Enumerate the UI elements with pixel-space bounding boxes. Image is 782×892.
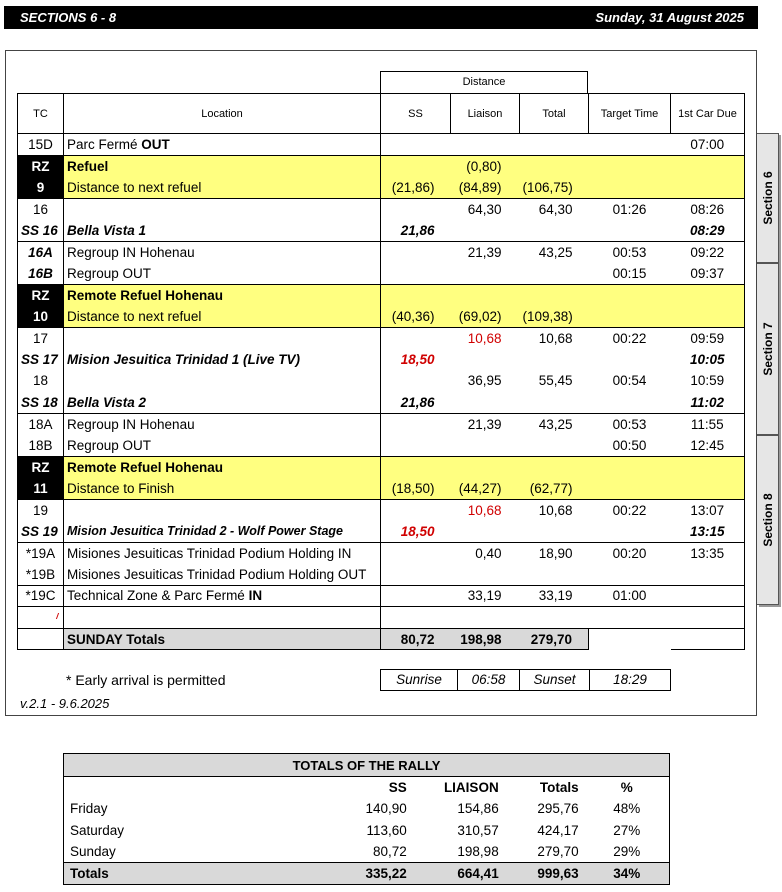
location-cell: Distance to next refuel [64,177,381,199]
location-cell: Mision Jesuitica Trinidad 2 - Wolf Power Stage [67,524,343,538]
target-cell: 00:22 [589,327,671,349]
liaison-cell: 10,68 [451,327,520,349]
stage-row [18,349,745,371]
refuel-row [18,478,745,500]
col-target-time: Target Time [589,94,671,134]
header-row [18,94,745,134]
sun-times [380,669,671,691]
sunrise-label: Sunrise [381,670,458,690]
sunrise-value: 06:58 [458,670,520,690]
due-cell: 09:22 [671,241,745,263]
location-cell: Misiones Jesuiticas Trinidad Podium Holding IN [64,542,381,564]
location-cell: Technical Zone & Parc Fermé IN [64,585,381,607]
location-cell: Distance to next refuel [64,306,381,328]
col-ss: SS [381,94,451,134]
liaison-cell: 154,86 [457,801,499,817]
total-cell: 43,25 [520,413,589,435]
sunset-value: 18:29 [613,672,647,687]
table-row [18,413,745,435]
table-row [18,134,745,156]
location-cell: Regroup IN Hohenau [64,413,381,435]
header-totals: Totals [539,780,579,795]
table-row [18,263,745,285]
sunset-label: Sunset [520,670,590,690]
liaison-cell: 10,68 [451,499,520,521]
table-row [64,841,670,863]
total-cell: (109,38) [520,306,589,328]
total-cell: 43,25 [520,241,589,263]
pct-cell: 34% [585,863,670,885]
tc-cell: 17 [18,327,64,349]
total-cell: 295,76 [537,801,579,817]
table-row [64,820,670,842]
day-cell: Saturday [70,822,125,838]
total-cell: 279,70 [537,844,579,859]
table-row [18,327,745,349]
location-cell: Remote Refuel Hohenau [64,284,381,306]
col-location: Location [64,94,381,134]
due-cell: 07:00 [671,134,745,156]
table-row [18,241,745,263]
tc-cell: SS 19 [18,521,64,543]
ss-cell: 140,90 [365,801,407,817]
ss-cell: (40,36) [381,306,451,328]
tc-cell: 9 [18,177,64,199]
liaison-cell: 36,95 [467,373,502,389]
due-cell: 08:26 [671,198,745,220]
location-cell: Parc Fermé OUT [64,134,381,156]
liaison-cell: 64,30 [451,198,520,220]
tc-cell: RZ [18,284,64,306]
ss-cell: (18,50) [381,478,451,500]
tc-cell: 16 [18,198,64,220]
liaison-cell: (44,27) [451,478,520,500]
total-cell: (62,77) [520,478,589,500]
section-banner [4,6,758,29]
banner-sections: SECTIONS 6 - 8 [20,10,117,25]
col-liaison: Liaison [451,94,520,134]
due-cell: 10:05 [671,349,745,371]
header-liaison: LIAISON [443,780,499,795]
target-cell: 00:20 [589,542,671,564]
table-row [18,198,745,220]
day-cell: Sunday [70,844,116,859]
liaison-cell: 0,40 [451,542,520,564]
location-cell: Mision Jesuitica Trinidad 1 (Live TV) [67,351,301,367]
day-totals-label: SUNDAY Totals [64,629,381,650]
table-row [18,499,745,521]
liaison-cell: 664,41 [413,863,505,885]
location-cell: Bella Vista 1 [67,222,147,238]
tc-cell: SS 17 [18,349,64,371]
spacer-row [18,607,745,629]
stage-row [18,220,745,242]
location-cell: Regroup OUT [67,265,152,281]
target-cell: 01:00 [589,585,671,607]
total-cell: 10,68 [520,499,589,521]
total-cell: 999,63 [505,863,585,885]
ss-cell: 335,22 [303,863,413,885]
section-7-tab [757,263,779,435]
tc-cell: 18A [18,413,64,435]
ss-cell: 113,60 [366,822,407,838]
location-cell: Regroup IN Hohenau [64,241,381,263]
day-cell: Totals [64,863,303,885]
due-cell: 13:15 [671,521,745,543]
stage-row [18,392,745,414]
col-total: Total [520,94,589,134]
due-cell: 10:59 [671,370,745,392]
due-cell: 09:37 [671,263,745,285]
total-cell: 10,68 [520,327,589,349]
pct-cell: 27% [613,822,641,838]
total-cell: 18,90 [520,542,589,564]
table-row [64,798,670,820]
due-cell: 08:29 [671,220,745,242]
tc-cell: RZ [18,155,64,177]
day-totals-row [18,629,745,650]
tc-cell: SS 16 [18,220,64,242]
ss-cell: 80,72 [372,844,407,859]
ss-cell: (21,86) [381,177,451,199]
liaison-cell: 310,57 [457,822,499,838]
location-cell: Bella Vista 2 [67,394,147,410]
refuel-row [18,456,745,478]
total-cell: (106,75) [520,177,589,199]
tc-cell: 18B [18,435,64,457]
table-row [18,585,745,607]
section-8-tab [757,435,779,605]
section-6-tab [757,133,779,263]
refuel-row [18,306,745,328]
early-arrival-note: * Early arrival is permitted [66,672,226,688]
tc-cell: *19B [18,564,64,586]
col-first-car-due: 1st Car Due [671,94,745,134]
due-cell: 09:59 [671,327,745,349]
liaison-cell: (84,89) [451,177,520,199]
section-label: Section 8 [760,493,775,547]
total-cell: 33,19 [520,585,589,607]
target-cell: 00:50 [612,437,647,453]
location-cell: Misiones Jesuiticas Trinidad Podium Holding OUT [67,566,367,582]
ss-cell: 21,86 [381,392,451,414]
distance-header: Distance [380,71,588,93]
target-cell: 01:26 [589,198,671,220]
target-cell: 00:53 [589,241,671,263]
table-row [18,564,745,586]
ss-cell: 18,50 [381,521,451,543]
day-totals-ss: 80,72 [381,629,451,650]
due-cell: 11:55 [671,413,745,435]
liaison-cell: 33,19 [451,585,520,607]
rally-totals-table [63,753,670,885]
tc-cell: 10 [18,306,64,328]
tc-cell: 15D [18,134,64,156]
section-label: Section 6 [760,171,775,225]
rally-totals-title: TOTALS OF THE RALLY [64,754,670,777]
liaison-cell: 21,39 [451,413,520,435]
due-cell: 11:02 [671,392,745,414]
pct-cell: 48% [613,801,641,817]
version-label: v.2.1 - 9.6.2025 [20,696,110,711]
target-cell: 00:15 [612,265,647,281]
total-cell: 64,30 [520,198,589,220]
total-cell: 55,45 [538,373,573,389]
tc-cell: RZ [18,456,64,478]
tc-cell: 19 [18,499,64,521]
liaison-cell: (69,02) [451,306,520,328]
header-ss: SS [388,780,407,795]
tc-cell: 18 [18,370,64,392]
day-totals-liaison: 198,98 [451,629,520,650]
table-row [18,435,745,457]
header-percent: % [620,780,633,795]
target-cell: 00:53 [589,413,671,435]
col-tc: TC [18,94,64,134]
section-label: Section 7 [760,322,775,376]
liaison-cell: 21,39 [451,241,520,263]
rally-totals-header [64,777,670,799]
target-cell: 00:54 [612,373,647,389]
location-cell: Refuel [64,155,381,177]
day-totals-total: 279,70 [520,629,589,650]
liaison-cell: (0,80) [451,155,520,177]
refuel-row [18,177,745,199]
tc-cell: 11 [18,478,64,500]
day-cell: Friday [70,801,108,817]
due-cell: 12:45 [671,435,745,457]
target-cell: 00:22 [589,499,671,521]
ss-cell: 21,86 [381,220,451,242]
schedule-table [17,93,745,650]
due-cell: 13:07 [671,499,745,521]
ss-cell: 18,50 [381,349,451,371]
location-cell: Remote Refuel Hohenau [64,456,381,478]
location-cell: Regroup OUT [67,437,152,453]
total-cell: 424,17 [537,822,579,838]
table-row [18,370,745,392]
tc-cell: *19C [18,585,64,607]
liaison-cell: 198,98 [457,844,499,859]
table-row [18,542,745,564]
due-cell: 13:35 [671,542,745,564]
tc-cell: SS 18 [18,392,64,414]
banner-date: Sunday, 31 August 2025 [595,10,744,25]
tc-cell: 16B [18,263,64,285]
pct-cell: 29% [613,844,641,859]
tc-cell: *19A [18,542,64,564]
refuel-row [18,284,745,306]
tc-cell: 16A [18,241,64,263]
rally-totals-row [64,863,670,885]
refuel-row [18,155,745,177]
location-cell: Distance to Finish [64,478,381,500]
stage-row [18,521,745,543]
